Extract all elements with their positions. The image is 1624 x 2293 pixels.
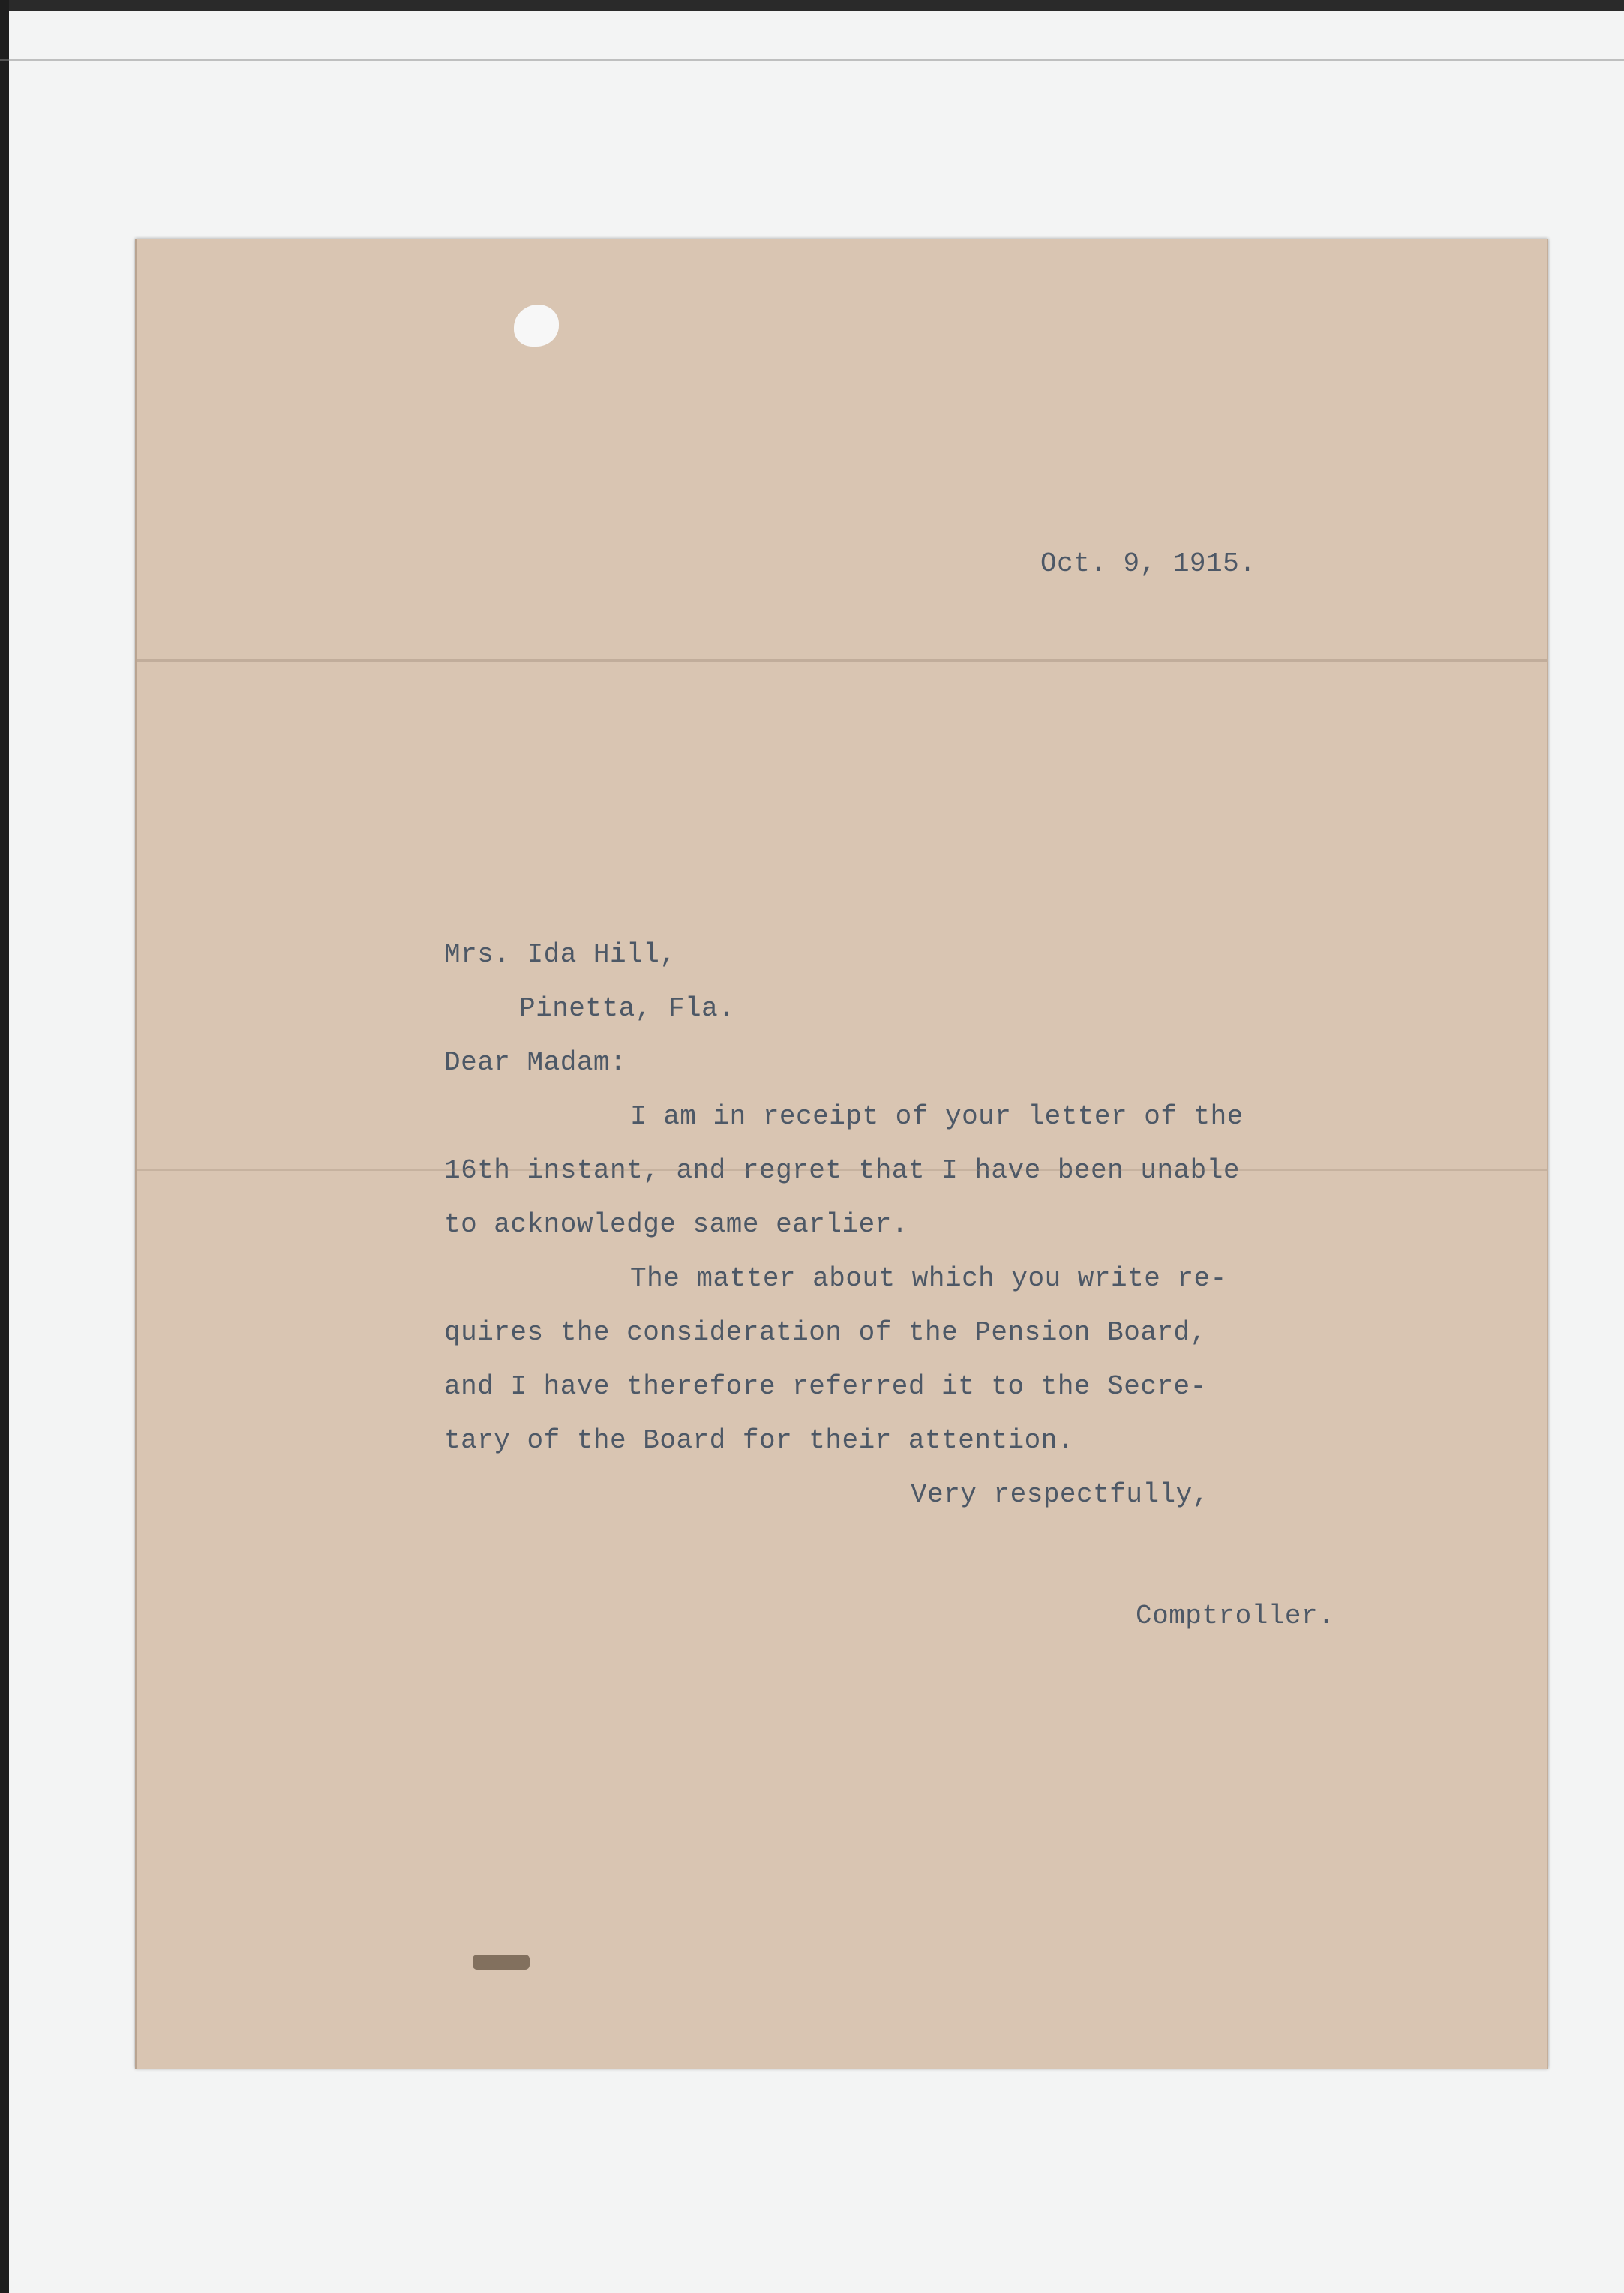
signature-title: Comptroller. [1136, 1601, 1335, 1631]
salutation: Dear Madam: [444, 1047, 627, 1078]
letter-paper [135, 239, 1548, 2069]
recipient-place: Pinetta, Fla. [519, 993, 735, 1024]
body-line: to acknowledge same earlier. [444, 1209, 908, 1240]
body-line: 16th instant, and regret that I have been unable [444, 1155, 1240, 1186]
body-line: and I have therefore referred it to the Secre- [444, 1371, 1207, 1402]
paper-hole [514, 305, 559, 347]
body-line: I am in receipt of your letter of the [630, 1101, 1244, 1132]
body-line: quires the consideration of the Pension Board, [444, 1317, 1207, 1348]
recipient-name: Mrs. Ida Hill, [444, 939, 677, 970]
closing: Very respectfully, [911, 1479, 1209, 1510]
scan-left-edge [0, 0, 9, 2293]
body-line: tary of the Board for their attention. [444, 1425, 1074, 1456]
paper-stain [473, 1955, 530, 1970]
scan-top-edge [0, 0, 1624, 11]
body-line: The matter about which you write re- [630, 1263, 1227, 1294]
mount-line [0, 59, 1624, 61]
letter-date: Oct. 9, 1915. [1040, 548, 1256, 579]
